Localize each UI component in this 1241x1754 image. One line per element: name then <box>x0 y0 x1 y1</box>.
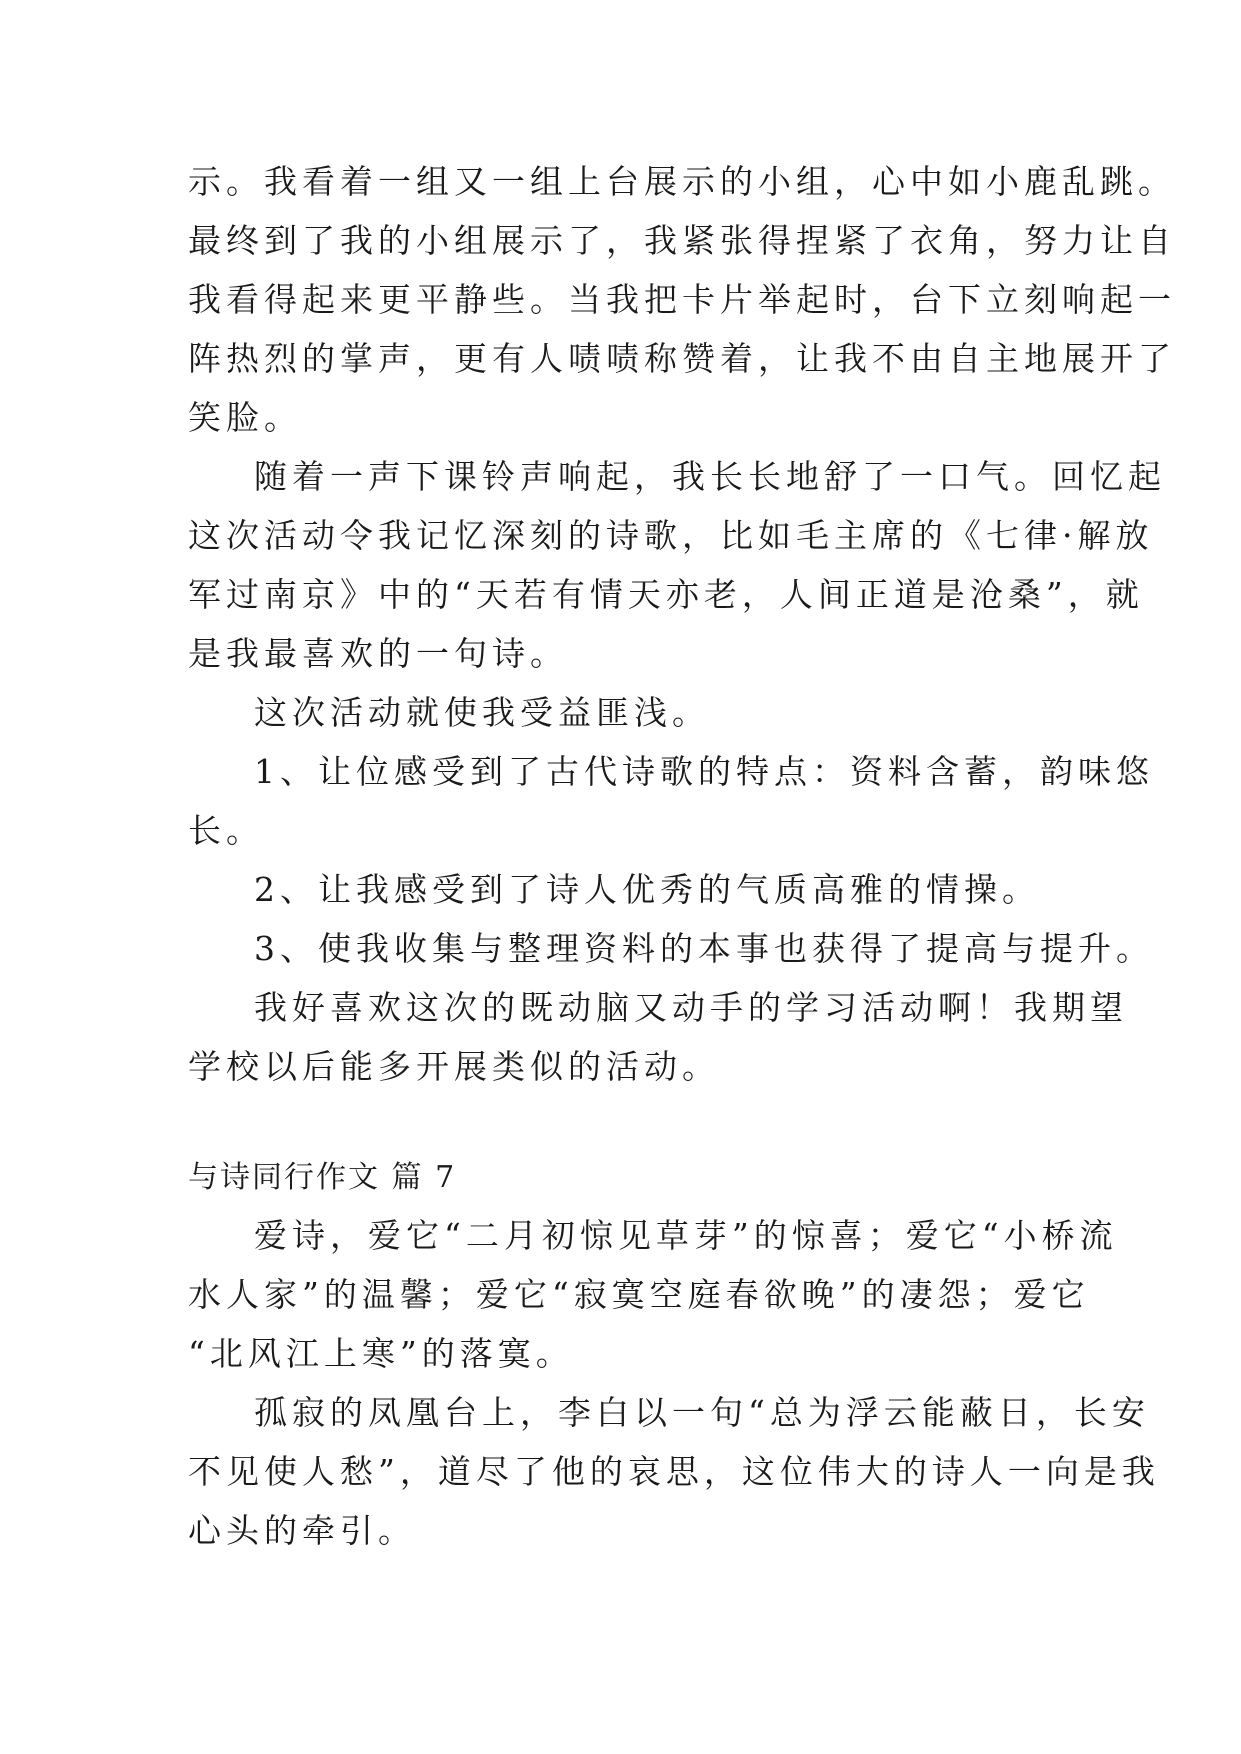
paragraph-line: 我好喜欢这次的既动脑又动手的学习活动啊！我期望 <box>254 988 1128 1027</box>
paragraph-line: 随着一声下课铃声响起，我长长地舒了一口气。回忆起 <box>254 457 1166 496</box>
paragraph-line: 阵热烈的掌声，更有人啧啧称赞着，让我不由自主地展开了 <box>188 339 1176 378</box>
paragraph-line: 孤寂的凤凰台上，李白以一句“总为浮云能蔽日，长安 <box>254 1393 1150 1432</box>
paragraph-line: 爱诗，爱它“二月初惊见草芽”的惊喜；爱它“小桥流 <box>254 1216 1118 1255</box>
list-item-line: 3、使我收集与整理资料的本事也获得了提高与提升。 <box>254 929 1154 968</box>
paragraph-line: 不见使人愁”，道尽了他的哀思，这位伟大的诗人一向是我 <box>188 1452 1160 1491</box>
paragraph-line: 这次活动令我记忆深刻的诗歌，比如毛主席的《七律·解放 <box>188 516 1154 555</box>
paragraph-line: 笑脸。 <box>188 398 302 437</box>
list-item-line: 2、让我感受到了诗人优秀的气质高雅的情操。 <box>254 870 1040 909</box>
paragraph-line: 水人家”的温馨；爱它“寂寞空庭春欲晚”的凄怨；爱它 <box>188 1275 1090 1314</box>
paragraph-line: “北风江上寒”的落寞。 <box>188 1334 574 1373</box>
paragraph-line: 学校以后能多开展类似的活动。 <box>188 1047 720 1086</box>
paragraph-line: 军过南京》中的“天若有情天亦老，人间正道是沧桑”，就 <box>188 575 1144 614</box>
paragraph-line: 示。我看着一组又一组上台展示的小组，心中如小鹿乱跳。 <box>188 162 1176 201</box>
paragraph-line: 这次活动就使我受益匪浅。 <box>254 693 710 732</box>
paragraph-line: 最终到了我的小组展示了，我紧张得捏紧了衣角，努力让自 <box>188 221 1176 260</box>
paragraph-line: 心头的牵引。 <box>188 1511 416 1550</box>
paragraph-line: 我看得起来更平静些。当我把卡片举起时，台下立刻响起一 <box>188 280 1176 319</box>
paragraph-line: 是我最喜欢的一句诗。 <box>188 634 568 673</box>
list-item-line: 长。 <box>188 811 264 850</box>
section-heading: 与诗同行作文 篇 7 <box>188 1160 457 1195</box>
list-item-line: 1、让位感受到了古代诗歌的特点：资料含蓄，韵味悠 <box>254 752 1154 791</box>
